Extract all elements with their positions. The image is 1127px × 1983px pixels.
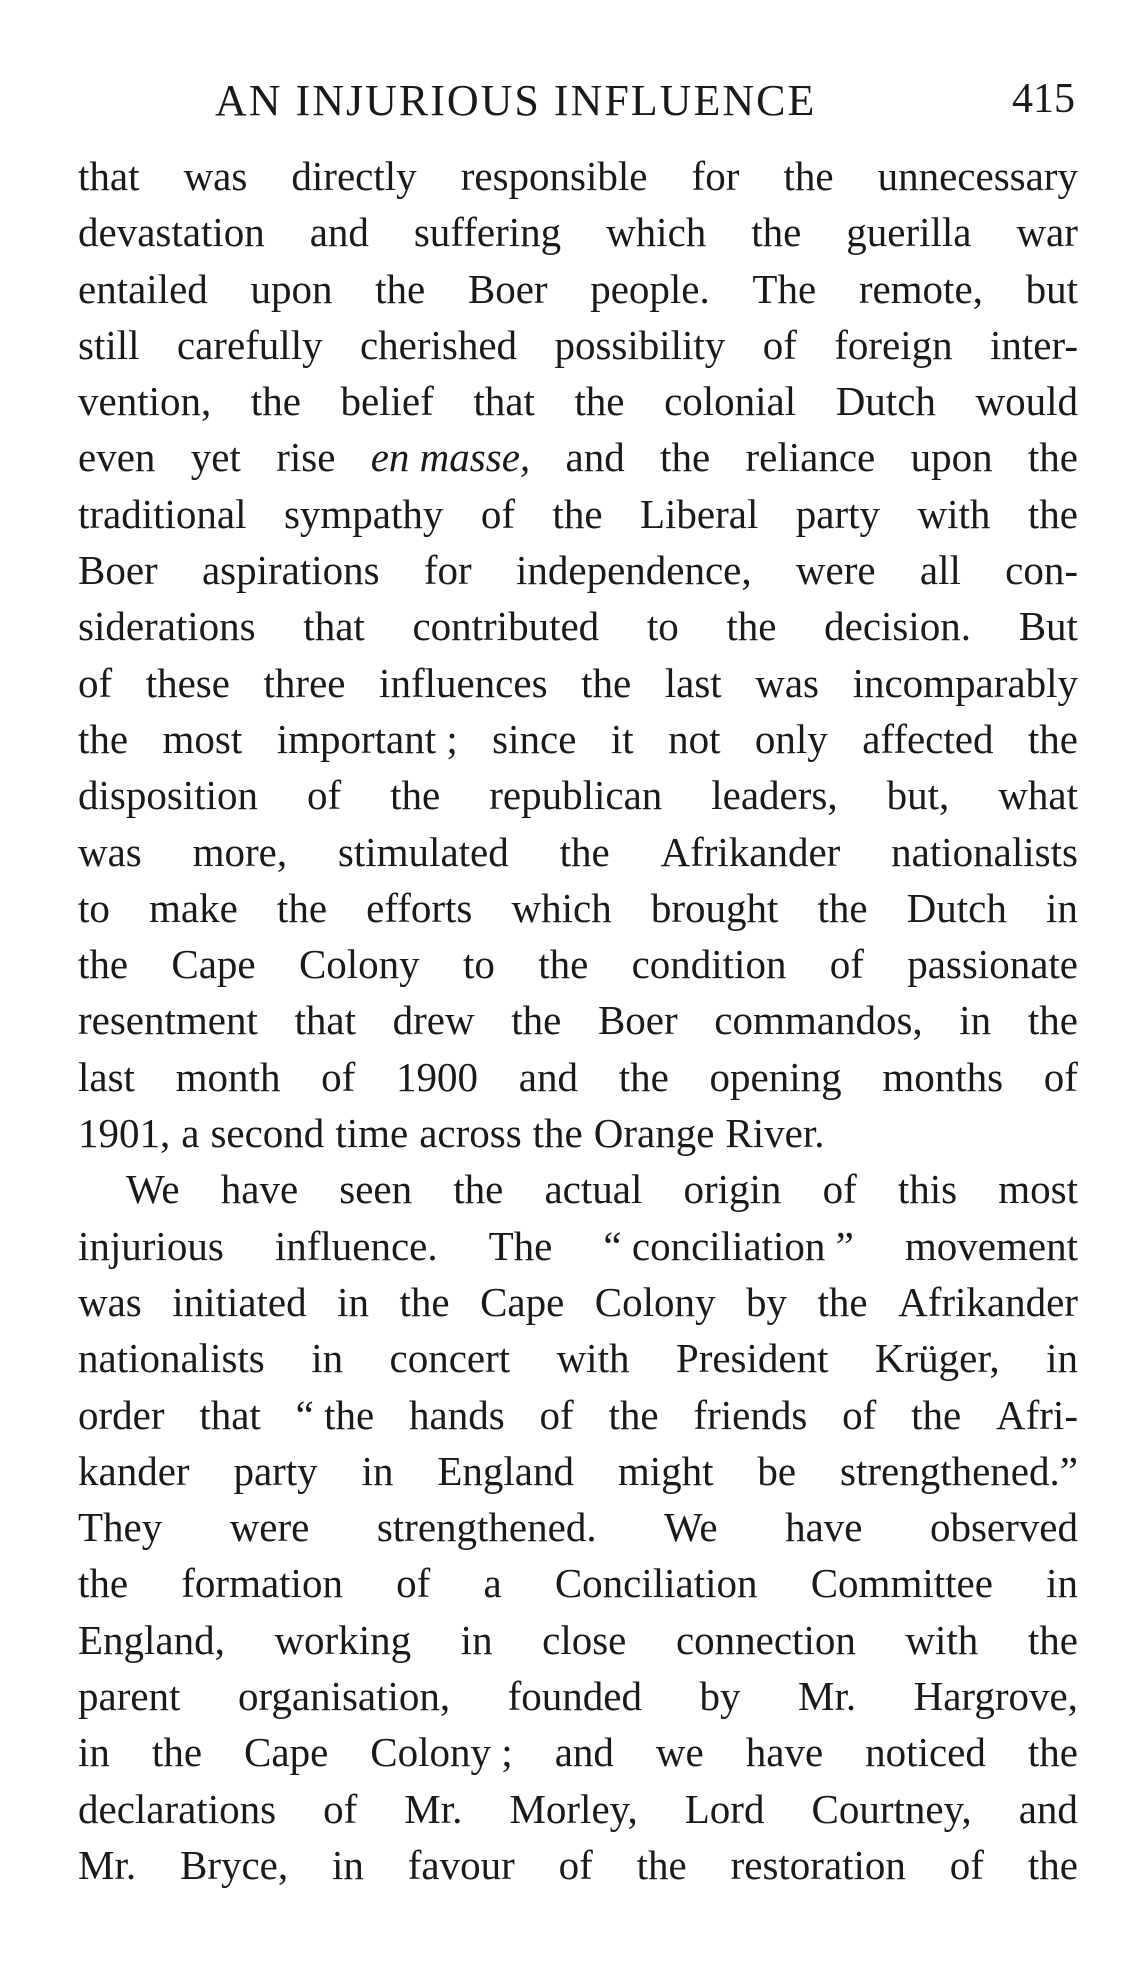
word: of: [321, 1053, 356, 1100]
word: disposition: [78, 772, 258, 819]
word: the: [1027, 997, 1078, 1044]
word: with: [556, 1335, 630, 1382]
word: the: [453, 1166, 504, 1213]
word: that: [303, 603, 365, 650]
word: which: [606, 209, 707, 256]
word: We: [126, 1166, 180, 1213]
word: of: [539, 1391, 574, 1438]
word: with: [917, 490, 991, 537]
word: affected: [862, 715, 994, 762]
word: Cape: [171, 941, 256, 988]
word: friends: [693, 1391, 808, 1438]
word: movement: [904, 1222, 1078, 1269]
text-line: [78, 1499, 1078, 1555]
word: Colony ;: [370, 1729, 513, 1776]
word: three: [263, 659, 346, 706]
text-line: [78, 1387, 1078, 1443]
word: have: [220, 1166, 299, 1213]
word: and: [565, 434, 625, 481]
word: aspirations: [201, 547, 380, 594]
word: the: [1027, 1616, 1078, 1663]
word: kander: [78, 1447, 190, 1494]
word: Courtney,: [811, 1785, 972, 1832]
word: colonial: [664, 378, 797, 425]
word: actual: [544, 1166, 643, 1213]
word: the: [817, 884, 868, 931]
word: entailed: [78, 265, 208, 312]
word: but: [1025, 265, 1078, 312]
word: the: [1027, 715, 1078, 762]
text-line: [78, 1105, 1078, 1161]
word: for: [691, 153, 740, 199]
word: to: [646, 603, 679, 650]
word: Orange: [593, 1110, 715, 1157]
word: Lord: [684, 1785, 765, 1832]
word: England,: [78, 1616, 225, 1663]
word: republican: [489, 772, 663, 819]
word: the: [636, 1841, 687, 1888]
word: all: [919, 547, 961, 594]
text-line: [78, 598, 1078, 654]
word: Conciliation: [554, 1560, 758, 1607]
word: of: [306, 772, 342, 819]
word: be: [757, 1447, 797, 1494]
word: founded: [507, 1673, 642, 1720]
word: unnecessary: [877, 153, 1078, 199]
word: the: [751, 209, 802, 256]
text-line: [78, 542, 1078, 598]
text-line: [78, 1668, 1078, 1724]
word: Afri-: [996, 1391, 1078, 1438]
word: working: [274, 1616, 412, 1663]
text-line: [78, 880, 1078, 936]
word: with: [905, 1616, 979, 1663]
word: hands: [409, 1391, 505, 1438]
word: of: [480, 490, 515, 537]
word: to: [462, 941, 495, 988]
word: of: [78, 659, 113, 706]
text-line: [78, 204, 1078, 260]
text-line: [78, 1724, 1078, 1780]
word: concert: [389, 1335, 511, 1382]
word: only: [754, 715, 828, 762]
word: They: [78, 1504, 163, 1551]
text-line: [78, 1161, 1078, 1217]
word: what: [998, 772, 1078, 819]
word: the: [1027, 1841, 1078, 1888]
word: the: [574, 378, 625, 425]
word: across: [419, 1110, 522, 1157]
word: the: [660, 434, 711, 481]
word: con-: [1005, 547, 1078, 594]
word: the: [1027, 490, 1078, 537]
word: “ the: [295, 1391, 375, 1438]
word: these: [145, 659, 230, 706]
word: the: [552, 490, 603, 537]
word: But: [1018, 603, 1078, 650]
word: were: [229, 1504, 310, 1551]
word: directly: [291, 153, 417, 199]
word: since: [492, 715, 577, 762]
word: and: [554, 1729, 614, 1776]
word: Cape: [480, 1278, 565, 1325]
word: Afrikander: [660, 828, 841, 875]
body-text: [78, 148, 1078, 1893]
word: to: [78, 884, 110, 931]
word: upon: [250, 265, 333, 312]
word: the: [608, 1391, 659, 1438]
text-line: [78, 486, 1078, 542]
word: “ conciliation ”: [603, 1222, 854, 1269]
word: inter-: [990, 321, 1078, 368]
text-line: [78, 1555, 1078, 1611]
word: the: [532, 1110, 583, 1157]
word: of: [842, 1391, 877, 1438]
word: was: [755, 659, 820, 706]
word: President: [675, 1335, 829, 1382]
word: opening: [709, 1053, 842, 1100]
word: Krüger,: [874, 1335, 1000, 1382]
word: still: [78, 321, 140, 368]
word: remote,: [858, 265, 983, 312]
word: more,: [192, 828, 288, 875]
word: parent: [78, 1673, 181, 1720]
word: favour: [407, 1841, 515, 1888]
word: in: [1046, 1335, 1078, 1382]
word: vention,: [78, 378, 212, 425]
word: in: [337, 1278, 369, 1325]
word: second: [210, 1110, 325, 1157]
word: it: [610, 715, 634, 762]
word: that: [294, 997, 356, 1044]
word: Committee: [810, 1560, 993, 1607]
word: leaders,: [711, 772, 838, 819]
word: and: [1018, 1785, 1078, 1832]
word: independence,: [516, 547, 752, 594]
word: carefully: [176, 321, 323, 368]
word: siderations: [78, 603, 256, 650]
text-line: [78, 1781, 1078, 1837]
word: the: [276, 884, 328, 931]
word: condition: [631, 941, 787, 988]
word: the: [151, 1729, 203, 1776]
word: in: [1045, 884, 1078, 931]
word: strengthened.: [376, 1504, 597, 1551]
word: might: [617, 1447, 714, 1494]
word: the: [817, 1278, 868, 1325]
word: in: [1046, 1560, 1078, 1607]
word: connection: [675, 1616, 856, 1663]
text-line: [78, 824, 1078, 880]
word: restoration: [730, 1841, 906, 1888]
word: Mr.: [404, 1785, 463, 1832]
word: that: [78, 153, 140, 199]
word: formation: [181, 1560, 343, 1607]
word: a: [483, 1560, 502, 1607]
word: people.: [590, 265, 710, 312]
word: the: [783, 153, 834, 199]
word: belief: [340, 378, 434, 425]
text-line: [78, 261, 1078, 317]
word: Boer: [78, 547, 158, 594]
word: Dutch: [835, 378, 936, 425]
word: yet: [190, 434, 241, 481]
word: by: [699, 1673, 741, 1720]
word: party: [795, 490, 881, 537]
word: make: [149, 884, 238, 931]
text-line: [78, 1612, 1078, 1668]
word: a: [181, 1110, 200, 1157]
word: in: [78, 1729, 110, 1776]
word: were: [795, 547, 876, 594]
word: reliance: [745, 434, 876, 481]
word: of: [1043, 1053, 1078, 1100]
word: have: [745, 1729, 824, 1776]
text-line: [78, 148, 1078, 204]
word: last: [78, 1053, 135, 1100]
word: origin: [683, 1166, 782, 1213]
page-number: 415: [1012, 76, 1075, 122]
word: Mr.: [798, 1673, 857, 1720]
word: was: [78, 828, 142, 875]
word: influence.: [274, 1222, 438, 1269]
word: that: [473, 378, 535, 425]
word: this: [897, 1166, 958, 1213]
text-line: [78, 1274, 1078, 1330]
word: Cape: [244, 1729, 329, 1776]
word: resentment: [78, 997, 258, 1044]
text-line: [78, 936, 1078, 992]
word: drew: [392, 997, 475, 1044]
word: nationalists: [78, 1335, 265, 1382]
word: not: [668, 715, 721, 762]
word: time: [335, 1110, 409, 1157]
word: brought: [650, 884, 779, 931]
word: of: [558, 1841, 593, 1888]
word: the: [726, 603, 777, 650]
word: the: [78, 715, 129, 762]
word: in: [311, 1335, 344, 1382]
word: seen: [339, 1166, 413, 1213]
word: the: [511, 997, 562, 1044]
word: by: [746, 1278, 788, 1325]
word: but,: [886, 772, 950, 819]
word: guerilla: [846, 209, 972, 256]
word: in: [959, 997, 992, 1044]
word: the: [911, 1391, 962, 1438]
word: the: [581, 659, 632, 706]
word: months: [882, 1053, 1004, 1100]
word: of: [323, 1785, 358, 1832]
word: nationalists: [891, 828, 1078, 875]
word: and: [518, 1053, 578, 1100]
word: Boer: [597, 997, 678, 1044]
word: 1900: [396, 1053, 479, 1100]
word: Mr.: [78, 1841, 137, 1888]
word: the: [399, 1278, 450, 1325]
word: [371, 429, 530, 485]
word: the: [78, 1560, 129, 1607]
word: sympathy: [283, 490, 444, 537]
word: possibility: [554, 321, 726, 368]
word: of: [949, 1841, 984, 1888]
word: last: [664, 659, 722, 706]
text-line: [78, 429, 1078, 485]
word: the: [1027, 434, 1078, 481]
word: devastation: [78, 209, 265, 256]
word: which: [511, 884, 612, 931]
word: the: [250, 378, 301, 425]
text-line: [78, 317, 1078, 373]
word: the: [390, 772, 441, 819]
word: We: [664, 1504, 718, 1551]
word: initiated: [172, 1278, 307, 1325]
word: England: [437, 1447, 574, 1494]
word: important ;: [276, 715, 458, 762]
word: would: [975, 378, 1078, 425]
word: the: [538, 941, 589, 988]
word: Afrikander: [898, 1278, 1078, 1325]
word: Morley,: [509, 1785, 638, 1832]
word: war: [1016, 209, 1078, 256]
word: in: [460, 1616, 493, 1663]
word: observed: [929, 1504, 1078, 1551]
word: decision.: [824, 603, 972, 650]
word: The: [488, 1222, 553, 1269]
italic-word: en masse,: [370, 434, 531, 481]
word: Boer: [467, 265, 548, 312]
text-line: [78, 711, 1078, 767]
word: Liberal: [639, 490, 759, 537]
word: close: [542, 1616, 627, 1663]
word: for: [423, 547, 472, 594]
text-line: [78, 767, 1078, 823]
word: of: [829, 941, 864, 988]
word: passionate: [907, 941, 1078, 988]
text-line: [78, 992, 1078, 1048]
word: suffering: [413, 209, 562, 256]
word: influences: [379, 659, 548, 706]
word: month: [175, 1053, 281, 1100]
word: the: [1027, 1729, 1078, 1776]
word: that: [199, 1391, 261, 1438]
word: traditional: [78, 490, 247, 537]
word: noticed: [865, 1729, 986, 1776]
word: responsible: [460, 153, 648, 199]
word: injurious: [78, 1222, 224, 1269]
running-head: [215, 75, 1075, 131]
word: the: [559, 828, 610, 875]
word: Colony: [298, 941, 420, 988]
text-line: [78, 1837, 1078, 1893]
word: was: [78, 1278, 142, 1325]
word: organisation,: [237, 1673, 451, 1720]
word: and: [309, 209, 369, 256]
word: order: [78, 1391, 165, 1438]
word: River.: [725, 1110, 825, 1157]
word: the: [618, 1053, 669, 1100]
word: the: [375, 265, 426, 312]
word: 1901,: [78, 1110, 171, 1157]
text-line: [78, 655, 1078, 711]
word: most: [162, 715, 243, 762]
word: of: [762, 321, 797, 368]
word: foreign: [834, 321, 953, 368]
word: the: [78, 941, 129, 988]
word: commandos,: [714, 997, 923, 1044]
word: of: [396, 1560, 431, 1607]
text-line: [78, 373, 1078, 429]
text-line: [78, 1443, 1078, 1499]
running-title: AN INJURIOUS INFLUENCE: [215, 76, 817, 125]
word: we: [655, 1729, 704, 1776]
word: declarations: [78, 1785, 277, 1832]
word: Colony: [594, 1278, 716, 1325]
word: in: [331, 1841, 364, 1888]
word: was: [183, 153, 248, 199]
word: in: [361, 1447, 394, 1494]
word: upon: [910, 434, 993, 481]
text-line: [78, 1330, 1078, 1386]
word: party: [233, 1447, 318, 1494]
word: efforts: [366, 884, 473, 931]
word: rise: [276, 434, 336, 481]
word: even: [78, 434, 156, 481]
text-line: [78, 1218, 1078, 1274]
word: Hargrove,: [913, 1673, 1078, 1720]
word: incomparably: [852, 659, 1078, 706]
word: most: [998, 1166, 1078, 1213]
word: The: [752, 265, 817, 312]
word: have: [785, 1504, 863, 1551]
word: stimulated: [337, 828, 509, 875]
text-line: [78, 1049, 1078, 1105]
word: Dutch: [906, 884, 1007, 931]
word: strengthened.”: [840, 1447, 1078, 1494]
word: of: [822, 1166, 857, 1213]
word: contributed: [412, 603, 600, 650]
word: Bryce,: [179, 1841, 289, 1888]
word: cherished: [359, 321, 518, 368]
